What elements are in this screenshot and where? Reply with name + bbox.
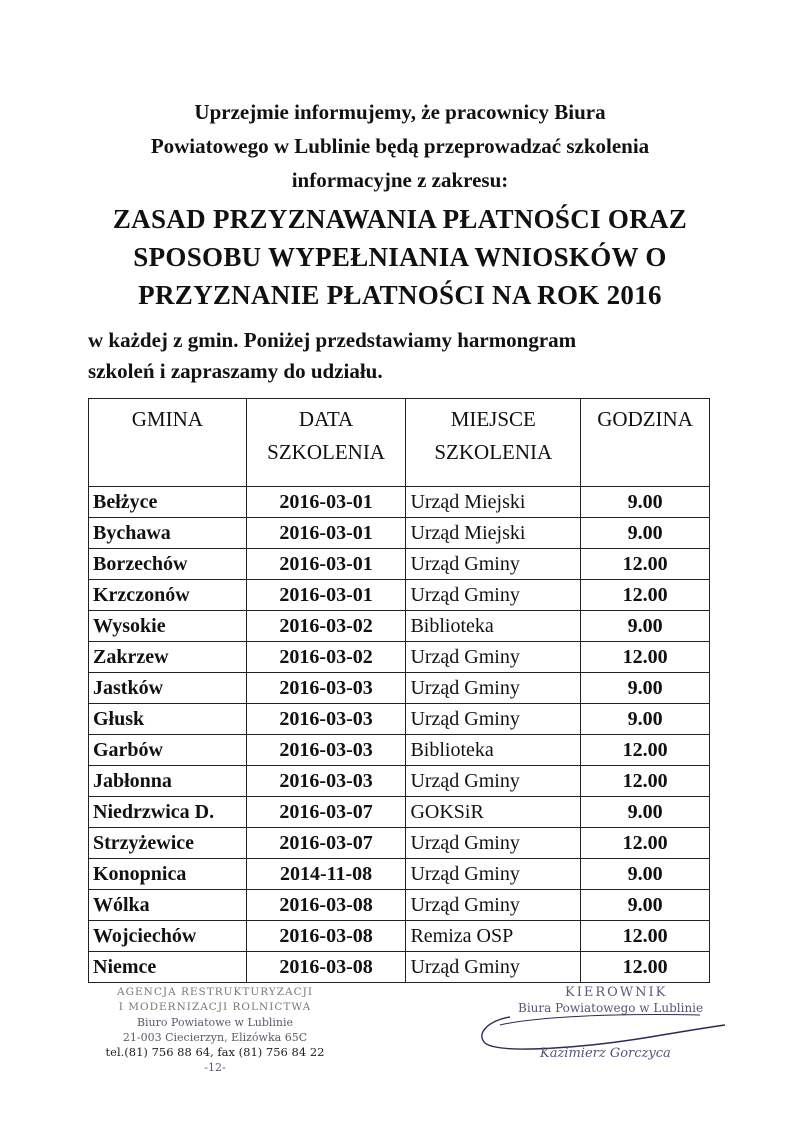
stamp-line: 21-003 Ciecierzyn, Elizówka 65C (122, 1031, 308, 1044)
stamp-line: Biuro Powiatowe w Lublinie (136, 1016, 294, 1029)
cell-gmina: Bychawa (89, 518, 247, 549)
table-row (89, 859, 710, 890)
headline-line: ZASAD PRZYZNAWANIA PŁATNOŚCI ORAZ (112, 204, 688, 234)
table-row (89, 890, 710, 921)
cell-gmina: Jastków (89, 673, 247, 704)
cell-miejsce: Remiza OSP (406, 921, 581, 952)
table-row (89, 580, 710, 611)
header-godzina: GODZINA (581, 399, 710, 487)
cell-gmina: Jabłonna (89, 766, 247, 797)
cell-data: 2016-03-01 (246, 580, 406, 611)
cell-miejsce: Urząd Gminy (406, 580, 581, 611)
table-row (89, 611, 710, 642)
stamp-office: Biura Powiatowego w Lublinie (518, 1001, 704, 1015)
cell-gmina: Zakrzew (89, 642, 247, 673)
headline-line: PRZYZNANIE PŁATNOŚCI NA ROK 2016 (138, 280, 662, 310)
cell-gmina: Krzczonów (89, 580, 247, 611)
cell-data: 2016-03-07 (246, 828, 406, 859)
cell-gmina: Głusk (89, 704, 247, 735)
agency-stamp (95, 985, 335, 1075)
table-row (89, 952, 710, 983)
stamp-line: I MODERNIZACJI ROLNICTWA (118, 1001, 312, 1013)
cell-data: 2016-03-01 (246, 487, 406, 518)
cell-miejsce: Biblioteka (406, 611, 581, 642)
cell-data: 2016-03-03 (246, 735, 406, 766)
cell-gmina: Niemce (89, 952, 247, 983)
cell-godzina: 9.00 (581, 487, 710, 518)
cell-miejsce: Urząd Gminy (406, 859, 581, 890)
intro-line: Powiatowego w Lublinie będą przeprowadzać szkolenia (150, 134, 650, 158)
cell-godzina: 9.00 (581, 704, 710, 735)
cell-miejsce: Urząd Gminy (406, 673, 581, 704)
cell-gmina: Konopnica (89, 859, 247, 890)
stamp-title: KIEROWNIK (565, 985, 668, 1000)
cell-data: 2016-03-02 (246, 611, 406, 642)
cell-gmina: Bełżyce (89, 487, 247, 518)
cell-godzina: 12.00 (581, 735, 710, 766)
table-header-row (89, 399, 710, 487)
header-gmina: GMINA (89, 399, 247, 487)
signature-icon (470, 985, 730, 1075)
header-miejsce: MIEJSCE SZKOLENIA (406, 399, 581, 487)
cell-miejsce: Urząd Gminy (406, 890, 581, 921)
signature-text: Kazimierz Gorczyca (540, 1046, 671, 1061)
cell-miejsce: Urząd Miejski (406, 487, 581, 518)
table-row (89, 518, 710, 549)
cell-miejsce: Urząd Miejski (406, 518, 581, 549)
header-data: DATA SZKOLENIA (246, 399, 406, 487)
stamp-line: tel.(81) 756 88 64, fax (81) 756 84 22 (105, 1045, 325, 1059)
cell-godzina: 9.00 (581, 797, 710, 828)
table-row (89, 766, 710, 797)
cell-gmina: Strzyżewice (89, 828, 247, 859)
cell-miejsce: GOKSiR (406, 797, 581, 828)
cell-miejsce: Urząd Gminy (406, 549, 581, 580)
lead-paragraph (88, 325, 718, 387)
cell-miejsce: Biblioteka (406, 735, 581, 766)
cell-miejsce: Urząd Gminy (406, 766, 581, 797)
lead-line: szkoleń i zapraszamy do udziału. (88, 359, 383, 383)
cell-godzina: 9.00 (581, 859, 710, 890)
cell-miejsce: Urząd Gminy (406, 952, 581, 983)
intro-line: Uprzejmie informujemy, że pracownicy Biura (194, 100, 606, 124)
table-row (89, 735, 710, 766)
cell-miejsce: Urząd Gminy (406, 704, 581, 735)
cell-data: 2016-03-02 (246, 642, 406, 673)
page-number: -12- (204, 1061, 226, 1074)
cell-godzina: 9.00 (581, 518, 710, 549)
cell-godzina: 12.00 (581, 828, 710, 859)
stamp-line: AGENCJA RESTRUKTURYZACJI (117, 986, 313, 998)
table-row (89, 642, 710, 673)
cell-data: 2016-03-03 (246, 704, 406, 735)
cell-gmina: Borzechów (89, 549, 247, 580)
manager-stamp (470, 985, 730, 1075)
document-headline (60, 200, 740, 314)
cell-gmina: Garbów (89, 735, 247, 766)
cell-data: 2016-03-03 (246, 673, 406, 704)
cell-gmina: Niedrzwica D. (89, 797, 247, 828)
cell-miejsce: Urząd Gminy (406, 828, 581, 859)
cell-data: 2016-03-08 (246, 890, 406, 921)
cell-miejsce: Urząd Gminy (406, 642, 581, 673)
cell-data: 2016-03-08 (246, 921, 406, 952)
cell-godzina: 12.00 (581, 642, 710, 673)
cell-godzina: 12.00 (581, 921, 710, 952)
cell-data: 2016-03-01 (246, 549, 406, 580)
intro-paragraph (60, 95, 740, 197)
cell-data: 2016-03-08 (246, 952, 406, 983)
cell-data: 2016-03-07 (246, 797, 406, 828)
headline-line: SPOSOBU WYPEŁNIANIA WNIOSKÓW O (133, 242, 667, 272)
training-schedule-table (88, 398, 710, 983)
table-row (89, 673, 710, 704)
table-row (89, 487, 710, 518)
cell-data: 2016-03-01 (246, 518, 406, 549)
intro-line: informacyjne z zakresu: (291, 168, 509, 192)
table-row (89, 549, 710, 580)
cell-gmina: Wojciechów (89, 921, 247, 952)
cell-data: 2016-03-03 (246, 766, 406, 797)
cell-godzina: 12.00 (581, 952, 710, 983)
cell-godzina: 9.00 (581, 673, 710, 704)
cell-godzina: 9.00 (581, 890, 710, 921)
table-row (89, 704, 710, 735)
cell-gmina: Wysokie (89, 611, 247, 642)
cell-gmina: Wólka (89, 890, 247, 921)
lead-line: w każdej z gmin. Poniżej przedstawiamy harmongram (88, 328, 577, 352)
cell-godzina: 9.00 (581, 611, 710, 642)
cell-godzina: 12.00 (581, 549, 710, 580)
cell-data: 2014-11-08 (246, 859, 406, 890)
table-row (89, 921, 710, 952)
cell-godzina: 12.00 (581, 580, 710, 611)
table-row (89, 797, 710, 828)
cell-godzina: 12.00 (581, 766, 710, 797)
table-row (89, 828, 710, 859)
